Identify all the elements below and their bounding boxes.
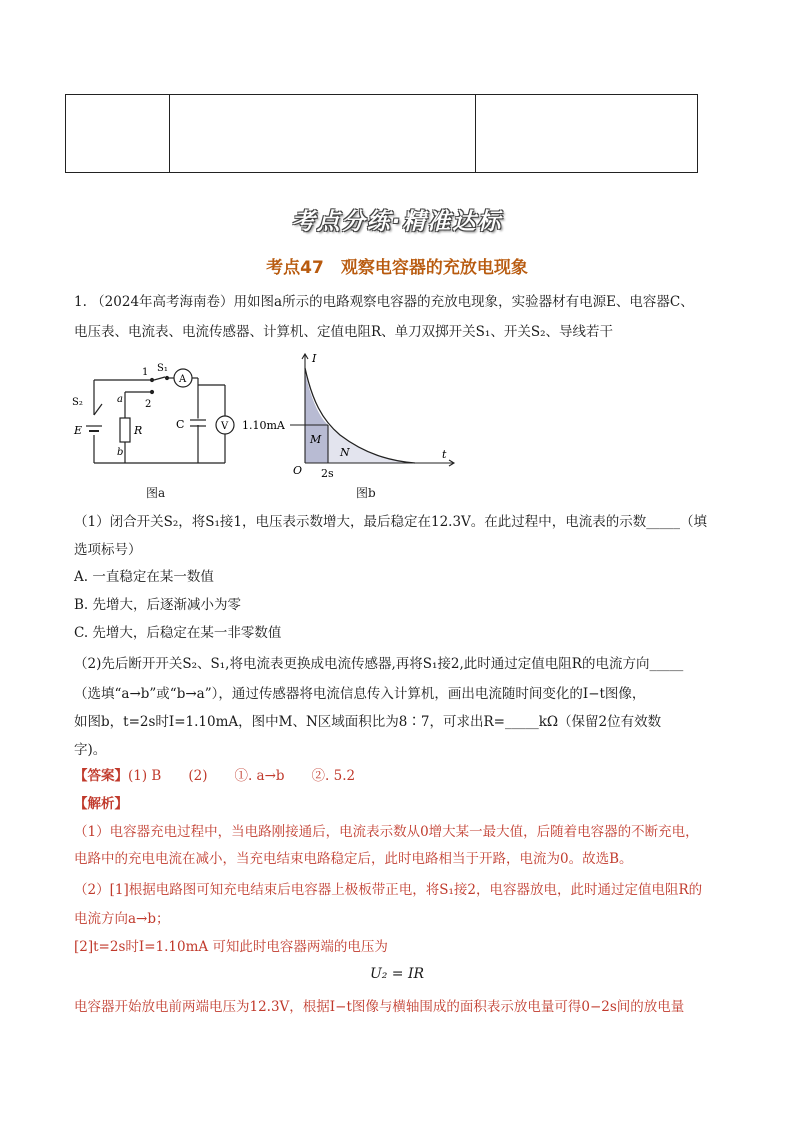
banner-title: 考点分练·精准达标 [291,209,503,235]
region-m-label: M [310,433,322,446]
part2-line: 如图b，t=2s时I=1.10mA，图中M、N区域面积比为8∶7，可求出R=_____kΩ（保留2位有效数 [74,714,662,730]
analysis-line: （1）电容器充电过程中，当电路刚接通后，电流表示数从0增大某一最大值，后随着电容器的不断充电， [74,824,699,840]
figure-a-caption: 图a [146,486,166,500]
answer-label: 【答案】 [74,768,128,784]
label-r: R [134,424,143,437]
part2-line: 字)。 [74,742,107,758]
question-line: 1. （2024年高考海南卷）用如图a所示的电路观察电容器的充放电现象，实验器材有电源E、电容器C、 [74,294,694,310]
question-line: 电压表、电流表、电流传感器、计算机、定值电阻R、单刀双掷开关S₁、开关S₂、导线若干 [74,324,613,340]
option-a: A. 一直稳定在某一数值 [74,569,214,585]
current-time-graph [240,350,460,480]
option-b: B. 先增大，后逐渐减小为零 [74,597,242,613]
formula: U₂ = IR [369,966,425,982]
analysis-line: [2]t=2s时I=1.10mA 可知此时电容器两端的电压为 [74,939,388,955]
region-n-label: N [340,446,350,459]
label-c: C [176,418,185,431]
answer-text: (1) B (2) ①. a→b ②. 5.2 [128,768,356,784]
answer-row [74,766,355,786]
header-table [65,94,698,173]
part1-line: （1）闭合开关S₂，将S₁接1，电压表示数增大，最后稳定在12.3V。在此过程中，电流表的示数_____（填 [74,514,708,530]
part1-line: 选项标号） [74,542,142,558]
voltmeter-symbol: V [221,421,229,432]
time-tick-label: 2s [321,467,334,480]
label-1: 1 [142,367,149,378]
section-title: 考点47 观察电容器的充放电现象 [266,258,528,278]
ammeter-symbol: A [179,374,187,385]
current-tick-label: 1.10mA [242,419,285,432]
table-divider [475,95,476,172]
axis-label-t: t [442,448,447,461]
analysis-line: （2）[1]根据电路图可知充电结束后电容器上极板带正电，将S₁接2，电容器放电，此时通过定值电阻R的 [74,882,703,898]
analysis-line: 电流方向a→b； [74,911,170,927]
label-b: b [117,447,124,458]
analysis-label: 【解析】 [74,796,128,812]
label-e: E [74,424,83,437]
analysis-line: 电容器开始放电前两端电压为12.3V，根据I−t图像与横轴围成的面积表示放电量可得0−2s间的放电量 [74,999,685,1015]
label-2: 2 [145,399,152,410]
table-divider [169,95,170,172]
label-s1: S₁ [157,363,168,374]
circuit-diagram [70,360,245,470]
label-a: a [117,394,123,405]
origin-label: O [293,464,303,477]
part2-line: （2)先后断开开关S₂、S₁,将电流表更换成电流传感器,再将S₁接2,此时通过定值电阻R的电流方向_____ [74,656,684,672]
part2-line: （选填“a→b”或“b→a”），通过传感器将电流信息传入计算机，画出电流随时间变化的I−t图像， [74,686,646,702]
figure-b-caption: 图b [356,486,376,500]
axis-label-i: I [312,352,317,365]
label-s2: S₂ [72,397,83,408]
analysis-line: 电路中的充电电流在减小，当充电结束电路稳定后，此时电路相当于开路，电流为0。故选B。 [74,851,633,867]
option-c: C. 先增大，后稳定在某一非零数值 [74,625,282,641]
